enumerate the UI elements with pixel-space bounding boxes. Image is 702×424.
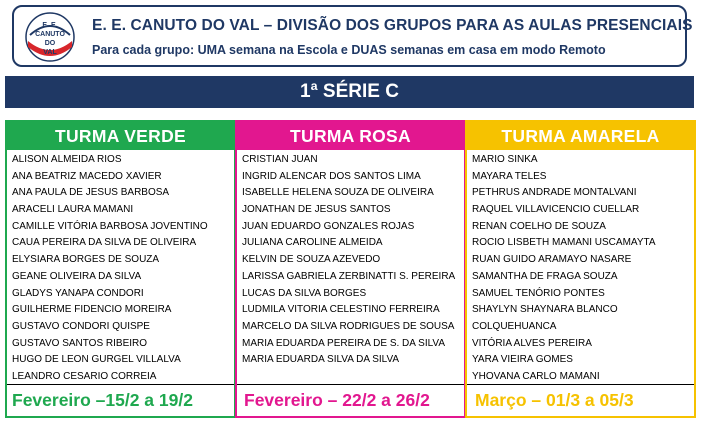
student-name: RENAN COELHO DE SOUZA	[472, 220, 606, 232]
student-name: GEANE OLIVEIRA DA SILVA	[12, 270, 142, 282]
student-name: SAMANTHA DE FRAGA SOUZA	[472, 270, 618, 282]
student-name: ROCIO LISBETH MAMANI USCAMAYTA	[472, 237, 656, 249]
school-logo	[24, 11, 76, 63]
group-title: TURMA VERDE	[7, 122, 234, 150]
student-name: HUGO DE LEON GURGEL VILLALVA	[12, 354, 181, 366]
student-name: LUCAS DA SILVA BORGES	[242, 287, 367, 299]
student-name: SHAYLYN SHAYNARA BLANCO	[472, 304, 618, 316]
student-name: MARIA EDUARDA PEREIRA DE S. DA SILVA	[242, 337, 446, 349]
student-name: ARACELI LAURA MAMANI	[12, 204, 134, 216]
student-name: ANA PAULA DE JESUS BARBOSA	[12, 187, 170, 199]
group-rosa	[235, 120, 466, 418]
header-box	[12, 5, 693, 67]
student-name: GLADYS YANAPA CONDORI	[12, 287, 144, 299]
student-name: YARA VIEIRA GOMES	[472, 354, 573, 366]
student-name: LEANDRO CESARIO CORREIA	[12, 370, 157, 382]
class-banner: 1ª SÉRIE C	[5, 76, 694, 108]
school-subtitle: Para cada grupo: UMA semana na Escola e DUAS semanas em casa em modo Remoto	[92, 43, 606, 57]
group-period: Março – 01/3 a 05/3	[475, 390, 634, 410]
logo-lettering: E. E. CANUTO DO VAL	[35, 22, 65, 56]
group-title: TURMA AMARELA	[467, 122, 694, 150]
student-name: CAUA PEREIRA DA SILVA DE OLIVEIRA	[12, 237, 197, 249]
student-name: MAYARA TELES	[472, 170, 547, 182]
student-name: GUSTAVO CONDORI QUISPE	[12, 320, 150, 332]
student-list	[237, 150, 464, 385]
student-name: MARIA EDUARDA SILVA DA SILVA	[242, 354, 400, 366]
student-name: GUILHERME FIDENCIO MOREIRA	[12, 304, 172, 316]
group-verde	[5, 120, 236, 418]
student-name: YHOVANA CARLO MAMANI	[472, 370, 600, 382]
student-name: RUAN GUIDO ARAMAYO NASARE	[472, 254, 632, 266]
student-list	[467, 150, 694, 385]
student-list	[7, 150, 234, 385]
student-name: MARCELO DA SILVA RODRIGUES DE SOUSA	[242, 320, 455, 332]
student-name: JUAN EDUARDO GONZALES ROJAS	[242, 220, 415, 232]
student-name: MARIO SINKA	[472, 154, 538, 165]
student-name: KELVIN DE SOUZA AZEVEDO	[242, 254, 381, 266]
school-title: E. E. CANUTO DO VAL – DIVISÃO DOS GRUPOS PARA AS AULAS PRESENCIAIS	[92, 17, 693, 34]
student-name: ALISON ALMEIDA RIOS	[12, 154, 122, 165]
student-name: JONATHAN DE JESUS SANTOS	[242, 204, 391, 216]
student-name: SAMUEL TENÓRIO PONTES	[472, 287, 605, 299]
student-name: ISABELLE HELENA SOUZA DE OLIVEIRA	[242, 187, 434, 199]
student-name: LUDMILA VITORIA CELESTINO FERREIRA	[242, 304, 440, 316]
student-name: INGRID ALENCAR DOS SANTOS LIMA	[242, 170, 421, 182]
student-name: PETHRUS ANDRADE MONTALVANI	[472, 187, 637, 199]
student-name: CAMILLE VITÓRIA BARBOSA JOVENTINO	[12, 220, 208, 232]
group-amarela	[465, 120, 696, 418]
student-name: LARISSA GABRIELA ZERBINATTI S. PEREIRA	[242, 270, 456, 282]
student-name: COLQUEHUANCA	[472, 320, 557, 332]
student-name: CRISTIAN JUAN	[242, 154, 318, 165]
student-name: ELYSIARA BORGES DE SOUZA	[12, 254, 160, 266]
group-period: Fevereiro –15/2 a 19/2	[12, 390, 193, 410]
group-period: Fevereiro – 22/2 a 26/2	[244, 390, 430, 410]
group-title: TURMA ROSA	[237, 122, 464, 150]
student-name: ANA BEATRIZ MACEDO XAVIER	[12, 170, 162, 182]
student-name: RAQUEL VILLAVICENCIO CUELLAR	[472, 204, 640, 216]
student-name: VITÓRIA ALVES PEREIRA	[472, 337, 592, 349]
student-name: JULIANA CAROLINE ALMEIDA	[242, 237, 383, 249]
student-name: GUSTAVO SANTOS RIBEIRO	[12, 337, 148, 349]
